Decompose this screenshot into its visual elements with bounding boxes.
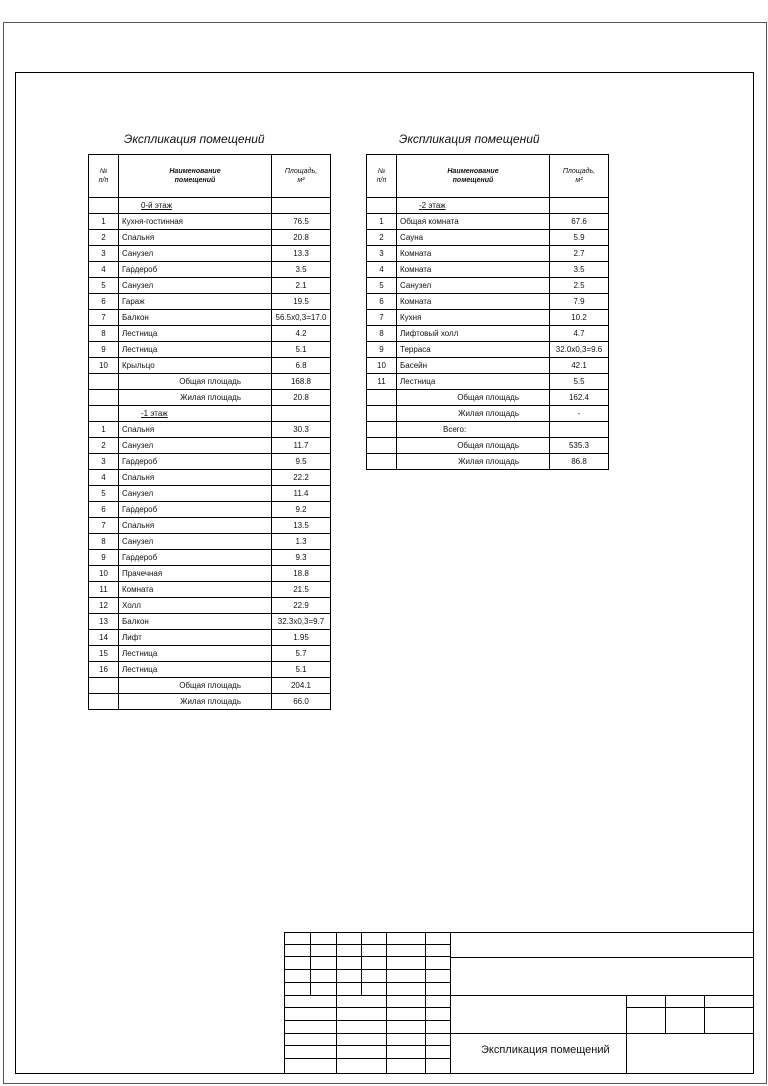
room-name: Санузел: [119, 438, 272, 454]
room-number: 11: [89, 582, 119, 598]
room-area: 19.5: [272, 294, 331, 310]
room-area: 5.7: [272, 646, 331, 662]
room-area: 13.5: [272, 518, 331, 534]
room-area: 20.8: [272, 230, 331, 246]
room-name: Санузел: [119, 278, 272, 294]
header-number: № п/п: [367, 155, 397, 198]
room-area: 4.2: [272, 326, 331, 342]
total-area-value: 162.4: [550, 390, 609, 406]
living-area-label: Жилая площадь: [397, 406, 550, 422]
room-number: 6: [89, 502, 119, 518]
table-row: [89, 630, 331, 646]
living-area-value: -: [550, 406, 609, 422]
table-row: [367, 214, 609, 230]
room-name: Лифт: [119, 630, 272, 646]
room-name: Лифтовый холл: [397, 326, 550, 342]
empty-cell: [367, 438, 397, 454]
header-area: Площадь, м²: [272, 155, 331, 198]
room-name: Лестница: [119, 662, 272, 678]
room-name: Лестница: [119, 646, 272, 662]
room-number: 5: [89, 278, 119, 294]
room-name: Санузел: [119, 486, 272, 502]
room-area: 5.5: [550, 374, 609, 390]
table-row: [367, 342, 609, 358]
table-row: [89, 342, 331, 358]
total-area-label: Общая площадь: [397, 390, 550, 406]
header-name: Наименование помещений: [397, 155, 550, 198]
room-name: Балкон: [119, 614, 272, 630]
room-name: Кухня: [397, 310, 550, 326]
room-number: 3: [89, 246, 119, 262]
room-number: 6: [367, 294, 397, 310]
grand-total-header-row: [367, 422, 609, 438]
room-number: 9: [89, 550, 119, 566]
empty-cell: [89, 406, 119, 422]
room-area: 22.2: [272, 470, 331, 486]
living-area-label: Жилая площадь: [119, 390, 272, 406]
room-area: 13.3: [272, 246, 331, 262]
room-number: 3: [89, 454, 119, 470]
table-row: [89, 422, 331, 438]
room-name: Комната: [397, 246, 550, 262]
room-number: 1: [89, 214, 119, 230]
header-number: № п/п: [89, 155, 119, 198]
room-area: 32.3x0,3=9.7: [272, 614, 331, 630]
room-area: 9.5: [272, 454, 331, 470]
total-area-value: 168.8: [272, 374, 331, 390]
table-row: [367, 230, 609, 246]
table-header-row: [367, 155, 609, 198]
table-row: [367, 294, 609, 310]
room-area: 30.3: [272, 422, 331, 438]
room-number: 7: [367, 310, 397, 326]
room-number: 5: [367, 278, 397, 294]
table-row: [89, 486, 331, 502]
room-number: 1: [89, 422, 119, 438]
room-number: 5: [89, 486, 119, 502]
room-area: 21.5: [272, 582, 331, 598]
empty-cell: [89, 694, 119, 710]
room-area: 2.1: [272, 278, 331, 294]
header-name: Наименование помещений: [119, 155, 272, 198]
room-area: 7.9: [550, 294, 609, 310]
table-row: [367, 262, 609, 278]
room-area: 32.0x0,3=9.6: [550, 342, 609, 358]
floor-label: 0-й этаж: [119, 198, 272, 214]
room-name: Санузел: [397, 278, 550, 294]
living-area-value: 20.8: [272, 390, 331, 406]
total-area-row: [367, 390, 609, 406]
table-row: [89, 550, 331, 566]
table-row: [89, 278, 331, 294]
room-number: 7: [89, 518, 119, 534]
table-row: [367, 374, 609, 390]
room-area: 5.1: [272, 342, 331, 358]
empty-cell: [367, 454, 397, 470]
room-name: Комната: [397, 262, 550, 278]
table-row: [89, 646, 331, 662]
room-area: 3.5: [272, 262, 331, 278]
room-name: Басейн: [397, 358, 550, 374]
room-number: 4: [89, 470, 119, 486]
room-name: Лестница: [119, 326, 272, 342]
room-area: 5.9: [550, 230, 609, 246]
room-name: Гардероб: [119, 502, 272, 518]
room-name: Терраса: [397, 342, 550, 358]
room-number: 4: [367, 262, 397, 278]
table-row: [89, 326, 331, 342]
room-area: 4.7: [550, 326, 609, 342]
table-row: [89, 582, 331, 598]
table-row: [89, 214, 331, 230]
table-row: [89, 262, 331, 278]
title-block-drawing-name: Экспликация помещений: [481, 1044, 610, 1056]
room-name: Лестница: [397, 374, 550, 390]
room-name: Санузел: [119, 534, 272, 550]
room-area: 22.9: [272, 598, 331, 614]
table-row: [89, 518, 331, 534]
room-name: Спальня: [119, 470, 272, 486]
room-number: 8: [367, 326, 397, 342]
room-name: Лестница: [119, 342, 272, 358]
table-row: [367, 358, 609, 374]
section-header-row: [89, 198, 331, 214]
room-number: 15: [89, 646, 119, 662]
section-header-row: [89, 406, 331, 422]
room-schedule-table-left: [88, 154, 331, 710]
grand-total-area-row: [367, 438, 609, 454]
room-number: 13: [89, 614, 119, 630]
room-number: 10: [89, 358, 119, 374]
room-area: 6.8: [272, 358, 331, 374]
table-row: [89, 358, 331, 374]
room-area: 2.5: [550, 278, 609, 294]
empty-cell: [272, 406, 331, 422]
room-area: 9.3: [272, 550, 331, 566]
total-area-label: Общая площадь: [119, 678, 272, 694]
empty-cell: [89, 198, 119, 214]
room-schedule-table-right: [366, 154, 609, 470]
grand-living-area-label: Жилая площадь: [397, 454, 550, 470]
grand-total-area-value: 535.3: [550, 438, 609, 454]
living-area-label: Жилая площадь: [119, 694, 272, 710]
table-row: [89, 614, 331, 630]
room-number: 6: [89, 294, 119, 310]
floor-label: -1 этаж: [119, 406, 272, 422]
room-number: 3: [367, 246, 397, 262]
total-area-label: Общая площадь: [119, 374, 272, 390]
table-body: [89, 198, 331, 710]
table-row: [367, 278, 609, 294]
empty-cell: [550, 198, 609, 214]
table-header-row: [89, 155, 331, 198]
room-area: 9.2: [272, 502, 331, 518]
table-row: [89, 310, 331, 326]
room-number: 7: [89, 310, 119, 326]
room-name: Холл: [119, 598, 272, 614]
grand-total-label: Всего:: [397, 422, 550, 438]
room-name: Общая комната: [397, 214, 550, 230]
table-row: [367, 246, 609, 262]
room-name: Санузел: [119, 246, 272, 262]
room-name: Кухня-гостинная: [119, 214, 272, 230]
room-area: 11.7: [272, 438, 331, 454]
table-row: [89, 230, 331, 246]
left-table-title: Экспликация помещений: [124, 132, 265, 146]
living-area-row: [367, 406, 609, 422]
header-area: Площадь, м²: [550, 155, 609, 198]
room-number: 2: [367, 230, 397, 246]
room-number: 10: [367, 358, 397, 374]
room-name: Прачечная: [119, 566, 272, 582]
room-area: 1.95: [272, 630, 331, 646]
table-row: [89, 454, 331, 470]
table-body: [367, 198, 609, 470]
section-header-row: [367, 198, 609, 214]
room-area: 5.1: [272, 662, 331, 678]
room-name: Балкон: [119, 310, 272, 326]
living-area-row: [89, 390, 331, 406]
room-name: Спальня: [119, 518, 272, 534]
room-number: 2: [89, 438, 119, 454]
table-row: [89, 438, 331, 454]
empty-cell: [89, 390, 119, 406]
room-name: Спальня: [119, 230, 272, 246]
room-number: 14: [89, 630, 119, 646]
room-number: 4: [89, 262, 119, 278]
room-number: 8: [89, 326, 119, 342]
room-number: 9: [367, 342, 397, 358]
room-name: Спальня: [119, 422, 272, 438]
room-area: 18.8: [272, 566, 331, 582]
room-area: 3.5: [550, 262, 609, 278]
empty-cell: [367, 406, 397, 422]
room-name: Комната: [119, 582, 272, 598]
table-row: [89, 662, 331, 678]
table-row: [89, 534, 331, 550]
room-number: 11: [367, 374, 397, 390]
room-area: 10.2: [550, 310, 609, 326]
room-area: 67.6: [550, 214, 609, 230]
grand-living-area-row: [367, 454, 609, 470]
grand-living-area-value: 86.8: [550, 454, 609, 470]
empty-cell: [367, 198, 397, 214]
room-number: 8: [89, 534, 119, 550]
room-number: 2: [89, 230, 119, 246]
empty-cell: [89, 678, 119, 694]
empty-cell: [367, 390, 397, 406]
table-row: [89, 294, 331, 310]
room-number: 10: [89, 566, 119, 582]
room-name: Сауна: [397, 230, 550, 246]
total-area-row: [89, 678, 331, 694]
table-row: [89, 470, 331, 486]
living-area-value: 66.0: [272, 694, 331, 710]
right-table-title: Экспликация помещений: [399, 132, 540, 146]
empty-cell: [367, 422, 397, 438]
floor-label: -2 этаж: [397, 198, 550, 214]
room-number: 1: [367, 214, 397, 230]
room-number: 9: [89, 342, 119, 358]
room-name: Гараж: [119, 294, 272, 310]
table-row: [89, 598, 331, 614]
room-area: 1.3: [272, 534, 331, 550]
total-area-value: 204.1: [272, 678, 331, 694]
room-area: 42.1: [550, 358, 609, 374]
room-name: Гардероб: [119, 454, 272, 470]
room-area: 76.5: [272, 214, 331, 230]
living-area-row: [89, 694, 331, 710]
empty-cell: [550, 422, 609, 438]
room-name: Гардероб: [119, 262, 272, 278]
room-number: 16: [89, 662, 119, 678]
table-row: [367, 310, 609, 326]
table-row: [89, 502, 331, 518]
empty-cell: [272, 198, 331, 214]
room-name: Гардероб: [119, 550, 272, 566]
table-row: [367, 326, 609, 342]
grand-total-area-label: Общая площадь: [397, 438, 550, 454]
room-name: Крыльцо: [119, 358, 272, 374]
total-area-row: [89, 374, 331, 390]
room-number: 12: [89, 598, 119, 614]
room-area: 11.4: [272, 486, 331, 502]
room-area: 2.7: [550, 246, 609, 262]
table-row: [89, 566, 331, 582]
room-area: 56.5x0,3=17.0: [272, 310, 331, 326]
table-row: [89, 246, 331, 262]
room-name: Комната: [397, 294, 550, 310]
empty-cell: [89, 374, 119, 390]
